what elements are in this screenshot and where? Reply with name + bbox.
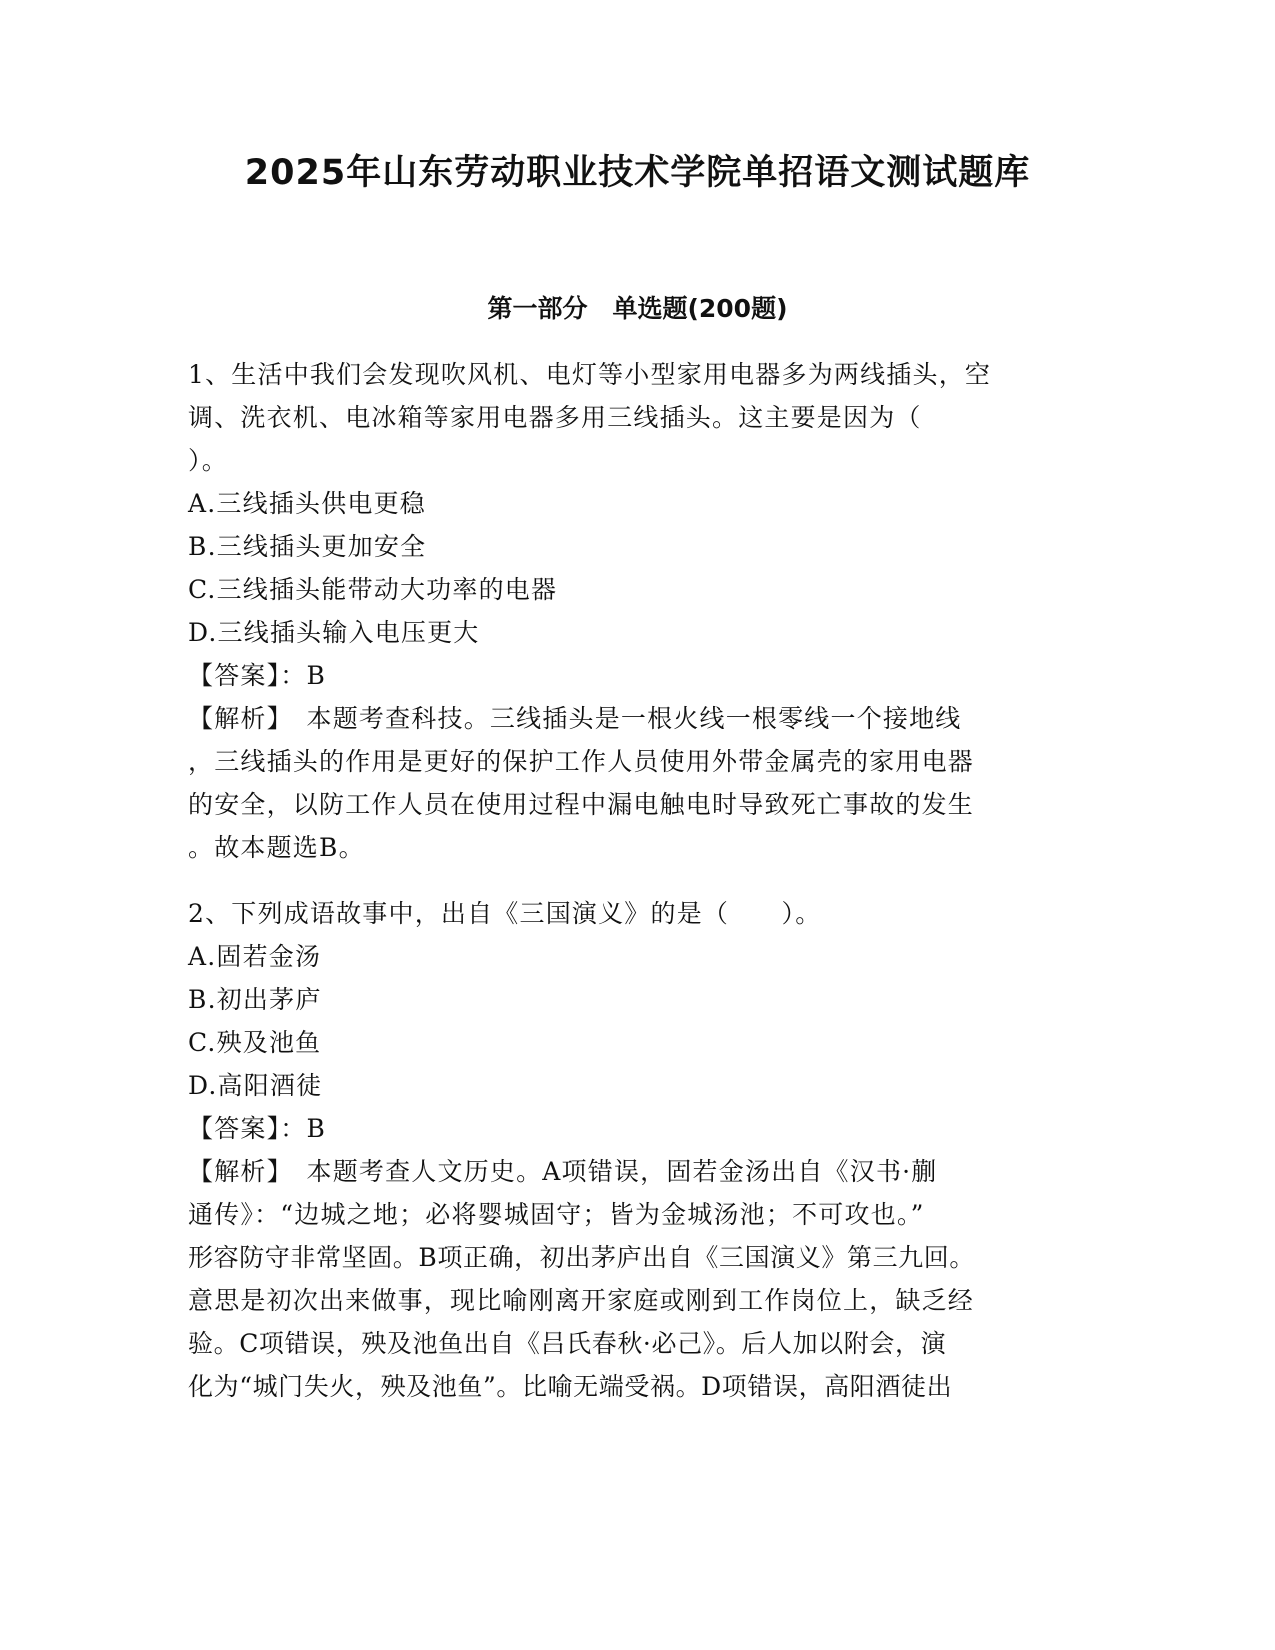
answer-line: 【答案】：B (188, 1114, 327, 1143)
option-a: A.三线插头供电更稳 (188, 489, 427, 518)
analysis-line: 【解析】 本题考查科技。三线插头是一根火线一根零线一个接地线 (188, 704, 962, 733)
analysis-line: 形容防守非常坚固。B项正确，初出茅庐出自《三国演义》第三九回。 (188, 1243, 975, 1272)
analysis-line: 验。C项错误，殃及池鱼出自《吕氏春秋·必己》。后人加以附会，演 (188, 1329, 947, 1358)
analysis-line: 【解析】 本题考查人文历史。A项错误，固若金汤出自《汉书·蒯 (188, 1157, 938, 1186)
analysis-line: 化为“城门失火，殃及池鱼”。比喻无端受祸。D项错误，高阳酒徒出 (188, 1372, 953, 1401)
analysis-line: 。故本题选B。 (188, 833, 365, 862)
analysis-line: ，三线插头的作用是更好的保护工作人员使用外带金属壳的家用电器 (188, 747, 975, 776)
question-stem-line: 调、洗衣机、电冰箱等家用电器多用三线插头。这主要是因为（ (188, 403, 922, 432)
section-title: 第一部分 单选题(200题) (487, 294, 788, 323)
option-d: D.高阳酒徒 (188, 1071, 323, 1100)
option-b: B.初出茅庐 (188, 985, 322, 1014)
question-1 (188, 353, 1080, 869)
answer-line: 【答案】：B (188, 661, 327, 690)
document-title: 2025年山东劳动职业技术学院单招语文测试题库 (244, 153, 1031, 193)
question-separator (188, 869, 1080, 892)
analysis-line: 意思是初次出来做事，现比喻刚离开家庭或刚到工作岗位上，缺乏经 (188, 1286, 975, 1315)
analysis-line: 的安全，以防工作人员在使用过程中漏电触电时导致死亡事故的发生 (188, 790, 975, 819)
option-d: D.三线插头输入电压更大 (188, 618, 480, 647)
option-c: C.殃及池鱼 (188, 1028, 322, 1057)
question-stem-line: ）。 (188, 446, 228, 475)
question-list (188, 353, 1080, 1408)
question-stem-line: 1、生活中我们会发现吹风机、电灯等小型家用电器多为两线插头，空 (188, 360, 992, 389)
option-b: B.三线插头更加安全 (188, 532, 427, 561)
option-c: C.三线插头能带动大功率的电器 (188, 575, 558, 604)
option-a: A.固若金汤 (188, 942, 322, 971)
question-stem-line: 2、下列成语故事中，出自《三国演义》的是（ ）。 (188, 899, 822, 928)
question-2 (188, 892, 1080, 1408)
analysis-line: 通传》：“边城之地；必将婴城固守；皆为金城汤池；不可攻也。” (188, 1200, 925, 1229)
